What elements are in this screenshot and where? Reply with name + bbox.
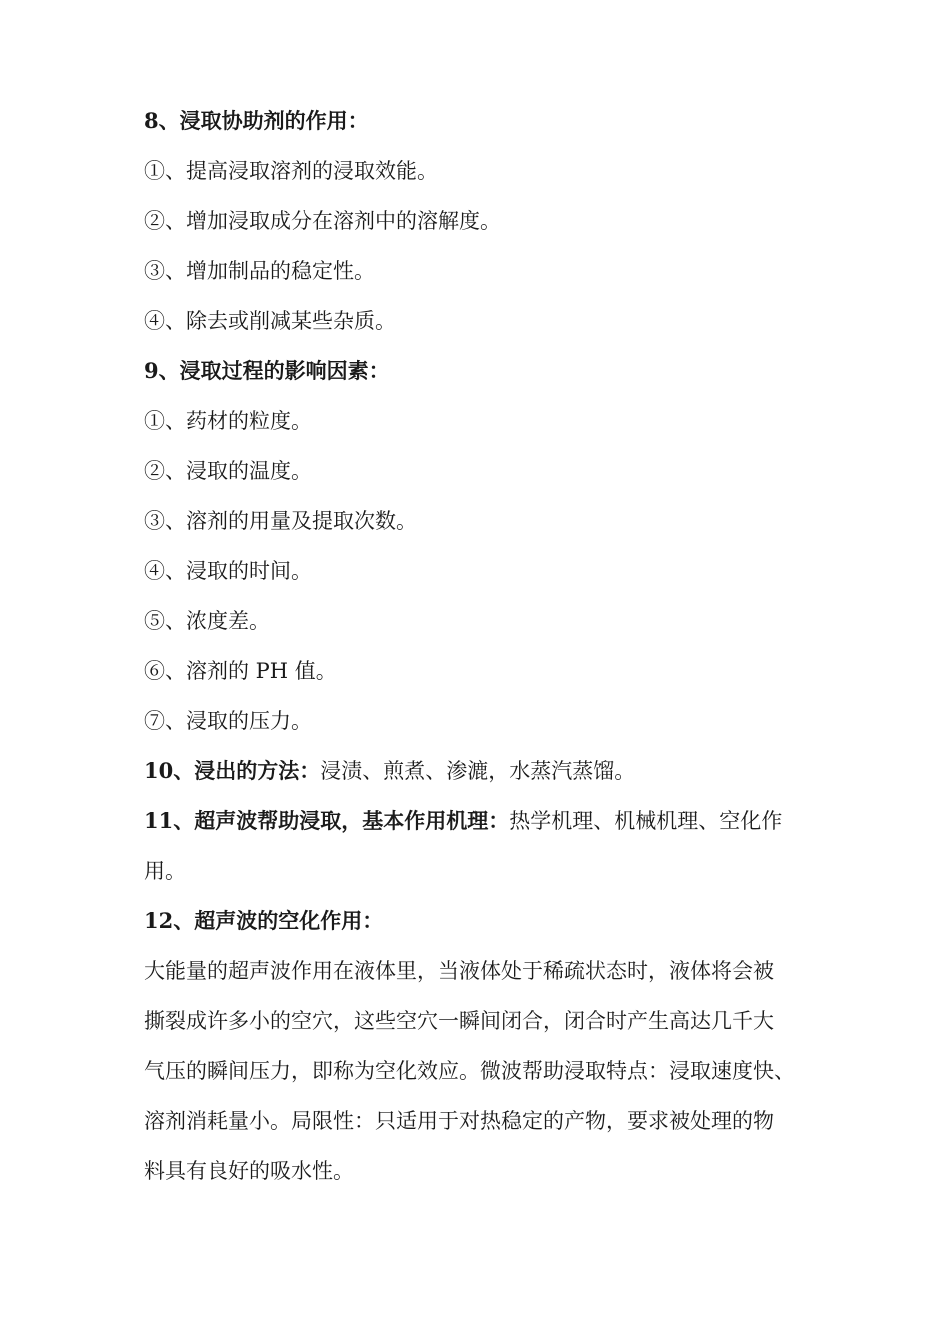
section-8-item: ③、增加制品的稳定性。 [144,259,375,283]
section-9-item: ⑥、溶剂的 PH 值。 [144,659,337,683]
section-10-heading: 10、浸出的方法： [144,758,321,783]
section-8-item: ①、提高浸取溶剂的浸取效能。 [144,159,438,183]
section-11-heading: 11、超声波帮助浸取，基本作用机理： [144,808,510,833]
section-9-item: ①、药材的粒度。 [144,409,312,433]
section-12-paragraph-line: 溶剂消耗量小。局限性：只适用于对热稳定的产物，要求被处理的物 [144,1109,774,1133]
section-8-item: ④、除去或削减某些杂质。 [144,309,396,333]
section-12-heading: 12、超声波的空化作用： [144,908,384,933]
section-9-item: ②、浸取的温度。 [144,459,312,483]
section-12-paragraph-line: 气压的瞬间压力，即称为空化效应。微波帮助浸取特点：浸取速度快、 [144,1059,795,1083]
section-10-text: 浸渍、煎煮、渗漉，水蒸汽蒸馏。 [320,759,636,783]
section-11-continuation: 用。 [144,859,186,883]
section-11-line [144,796,824,846]
section-9-item: ④、浸取的时间。 [144,559,312,583]
section-9-item: ⑦、浸取的压力。 [144,709,312,733]
section-12-paragraph-line: 大能量的超声波作用在液体里，当液体处于稀疏状态时，液体将会被 [144,959,774,983]
section-8-heading: 8、浸取协助剂的作用： [144,108,369,133]
document-page [144,96,824,1196]
section-8-item: ②、增加浸取成分在溶剂中的溶解度。 [144,209,501,233]
section-9-heading: 9、浸取过程的影响因素： [144,358,390,383]
section-12-paragraph-line: 料具有良好的吸水性。 [144,1159,354,1183]
section-9-item: ③、溶剂的用量及提取次数。 [144,509,417,533]
section-12-paragraph-line: 撕裂成许多小的空穴，这些空穴一瞬间闭合，闭合时产生高达几千大 [144,1009,774,1033]
section-10-line [144,746,824,796]
section-11-text: 热学机理、机械机理、空化作 [509,809,783,833]
section-9-item: ⑤、浓度差。 [144,609,270,633]
